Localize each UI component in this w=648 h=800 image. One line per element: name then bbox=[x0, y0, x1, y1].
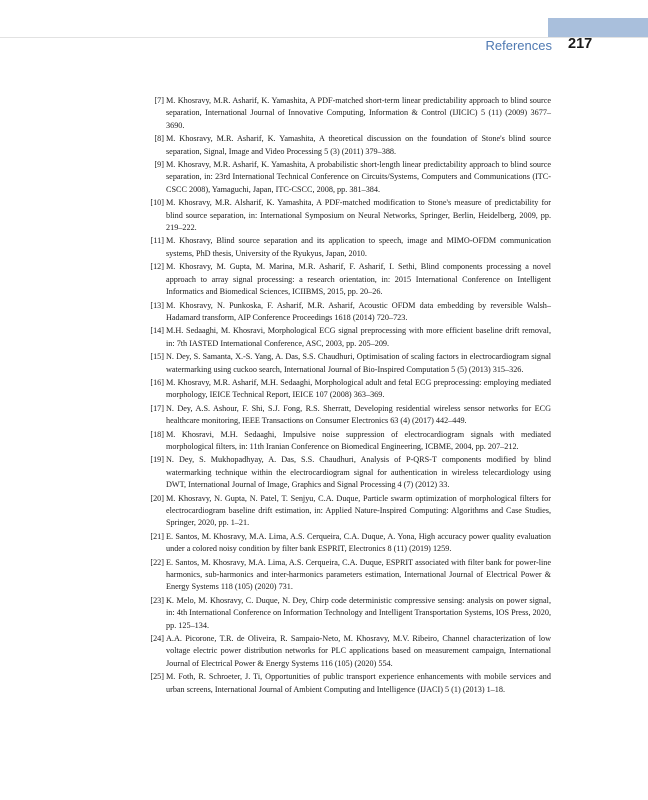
reference-text: M. Khosravy, M.R. Alsharif, K. Yamashita, A PDF-matched modification to Stone's measure of predictability for blind source separation, in: International Symposium on Neural Networks, Springer, Berlin, Heidelberg, 2009, pp. 219–222. bbox=[166, 198, 551, 233]
page-number: 217 bbox=[568, 36, 593, 52]
reference-item bbox=[148, 633, 551, 670]
reference-number: [18] bbox=[150, 429, 164, 439]
reference-text: M. Khosravy, M.R. Asharif, M.H. Sedaaghi, Morphological adult and fetal ECG preprocessing: employing mediated morphology, IEICE Technical Report, IEICE 107 (2008) 363–369. bbox=[166, 377, 551, 400]
reference-item bbox=[148, 493, 551, 530]
reference-item bbox=[148, 197, 551, 234]
reference-item bbox=[148, 351, 551, 376]
reference-number: [24] bbox=[150, 634, 164, 644]
reference-number: [7] bbox=[154, 96, 164, 105]
reference-number: [17] bbox=[150, 403, 164, 413]
reference-item bbox=[148, 531, 551, 556]
reference-item bbox=[148, 133, 551, 158]
reference-text: M.H. Sedaaghi, M. Khosravi, Morphological ECG signal preprocessing with more efficient baseline drift removal, in: 7th IASTED International Conference, ASC, 2003, pp. 205–209. bbox=[166, 326, 551, 348]
reference-number: [14] bbox=[150, 326, 164, 336]
reference-text: M. Khosravy, N. Punkoska, F. Asharif, M.R. Asharif, Acoustic OFDM data embedding by reversible Walsh–Hadamard transform, AIP Conference Proceedings 1618 (2014) 720–723. bbox=[166, 300, 551, 322]
reference-item bbox=[148, 403, 551, 428]
reference-number: [21] bbox=[150, 531, 164, 541]
reference-text: N. Dey, S. Samanta, X.-S. Yang, A. Das, S.S. Chaudhuri, Optimisation of scaling factors in electrocardiogram signal watermarking using cuckoo search, International Journal of Bio-Inspired Computation 5 (5) (2013) 315–326. bbox=[166, 352, 551, 374]
reference-number: [15] bbox=[150, 352, 164, 362]
reference-item bbox=[148, 261, 551, 298]
reference-text: M. Khosravy, Blind source separation and its application to speech, image and MIMO-OFDM communication systems, PhD thesis, University of the Ryukyus, Japan, 2010. bbox=[166, 236, 551, 258]
reference-item bbox=[148, 671, 551, 696]
reference-number: [23] bbox=[150, 595, 164, 605]
reference-item bbox=[148, 557, 551, 594]
reference-number: [20] bbox=[150, 493, 164, 503]
reference-text: N. Dey, A.S. Ashour, F. Shi, S.J. Fong, R.S. Sherratt, Developing residential wireless sensor networks for ECG healthcare monitoring, IEEE Transactions on Consumer Electronics 63 (4) (2017) 442–449. bbox=[166, 403, 551, 426]
reference-text: A.A. Picorone, T.R. de Oliveira, R. Sampaio-Neto, M. Khosravy, M.V. Ribeiro, Channel characterization of low voltage electric power distribution networks for PLC applications based on measurement campaign, International Journal of Electrical Power & Energy Systems 116 (105) (2020) 554. bbox=[166, 634, 551, 668]
reference-number: [8] bbox=[154, 134, 164, 144]
reference-number: [25] bbox=[150, 672, 164, 682]
reference-text: M. Khosravy, M.R. Asharif, K. Yamashita, A PDF-matched short-term linear predictability approach to blind source separation, International Journal of Innovative Computing, Information & Control (IJICIC) 5 (11) (2009) 3677–3690. bbox=[166, 96, 551, 130]
reference-text: M. Khosravy, M. Gupta, M. Marina, M.R. Asharif, F. Asharif, I. Sethi, Blind components processing a novel approach to array signal processing: a research orientation, in: 2015 International Conference on Intelligent Informatics and Biomedical Sciences, ICIIBMS, 2015, pp. 20–26. bbox=[166, 262, 551, 297]
reference-item bbox=[148, 429, 551, 454]
reference-text: M. Khosravy, M.R. Asharif, K. Yamashita, A probabilistic short-length linear predictability approach to blind source separation, in: 23rd International Technical Conference on Circuits/Systems, Computers and Communications (ITC-CSCC 2008), Yamaguchi, Japan, ITC-CSCC, 2008, pp. 381–384. bbox=[166, 160, 551, 194]
reference-item bbox=[148, 377, 551, 402]
reference-text: M. Khosravi, M.H. Sedaaghi, Impulsive noise suppression of electrocardiogram signals with mediated morphological filters, in: 11th Iranian Conference on Biomedical Engineering, ICBME, 2004, pp. 207–212. bbox=[166, 429, 551, 451]
reference-item bbox=[148, 300, 551, 325]
reference-text: K. Melo, M. Khosravy, C. Duque, N. Dey, Chirp code deterministic compressive sensing: analysis on power signal, in: 4th International Conference on Information Technology and Intelligent Transportation Systems, IOS Press, 2020, pp. 125–134. bbox=[166, 595, 551, 630]
reference-number: [16] bbox=[150, 377, 164, 387]
reference-number: [9] bbox=[154, 160, 164, 170]
reference-text: M. Foth, R. Schroeter, J. Ti, Opportunities of public transport experience enhancements with mobile services and urban screens, International Journal of Ambient Computing and Intelligence (IJACI) 5 (1) (2013) 1–18. bbox=[166, 672, 551, 694]
reference-item bbox=[148, 159, 551, 196]
reference-text: E. Santos, M. Khosravy, M.A. Lima, A.S. Cerqueira, C.A. Duque, ESPRIT associated with filter bank for power-line harmonics, sub-harmonics and inter-harmonics parameters estimation, International Journal of Electrical Power & Energy Systems 118 (105) (2020) 731. bbox=[166, 557, 551, 592]
header-tab-accent bbox=[548, 18, 648, 37]
reference-text: E. Santos, M. Khosravy, M.A. Lima, A.S. Cerqueira, C.A. Duque, A. Yona, High accuracy power quality evaluation under a colored noisy condition by filter bank ESPRIT, Electronics 8 (11) (2019) 1259. bbox=[166, 531, 551, 554]
reference-item bbox=[148, 95, 551, 132]
reference-number: [11] bbox=[150, 236, 164, 246]
reference-text: N. Dey, S. Mukhopadhyay, A. Das, S.S. Chaudhuri, Analysis of P-QRS-T components modified by blind watermarking technique within the electrocardiogram signal for authentication in wireless telecardiology using DWT, International Journal of Image, Graphics and Signal Processing 4 (7) (2012) 33. bbox=[166, 455, 551, 490]
reference-text: M. Khosravy, N. Gupta, N. Patel, T. Senjyu, C.A. Duque, Particle swarm optimization of morphological filters for electrocardiogram baseline drift estimation, in: Applied Nature-Inspired Computing: Algorithms and Case Studies, Springer, 2020, pp. 1–21. bbox=[166, 493, 551, 528]
reference-item bbox=[148, 325, 551, 350]
reference-item bbox=[148, 454, 551, 491]
reference-number: [10] bbox=[150, 198, 164, 208]
reference-number: [19] bbox=[150, 455, 164, 465]
reference-text: M. Khosravy, M.R. Asharif, K. Yamashita, A theoretical discussion on the foundation of Stone's blind source separation, Signal, Image and Video Processing 5 (3) (2011) 379–388. bbox=[166, 134, 551, 156]
running-header-section: References bbox=[485, 38, 552, 53]
reference-item bbox=[148, 595, 551, 632]
reference-number: [13] bbox=[150, 300, 164, 310]
reference-list bbox=[148, 95, 551, 697]
reference-item bbox=[148, 235, 551, 260]
reference-number: [22] bbox=[150, 557, 164, 567]
reference-number: [12] bbox=[150, 262, 164, 272]
